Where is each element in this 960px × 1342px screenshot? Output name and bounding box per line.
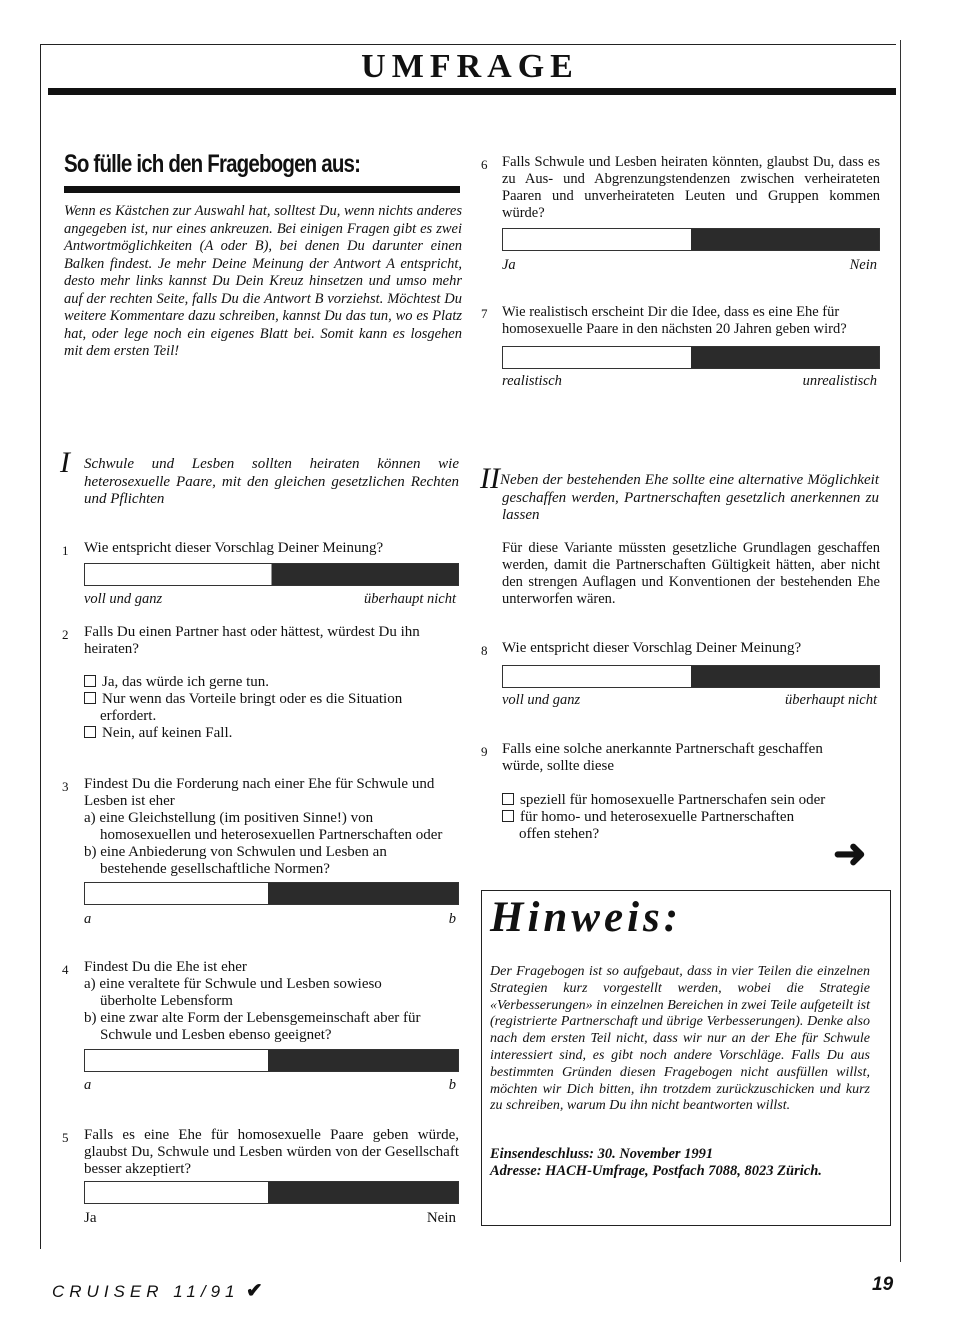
question-number: 2 — [62, 627, 69, 642]
checkbox[interactable] — [84, 726, 96, 738]
scale-right-label: überhaupt nicht — [364, 591, 456, 607]
magazine-footer: CRUISER 11/91 — [52, 1282, 240, 1301]
question-number: 3 — [62, 779, 69, 794]
checkbox[interactable] — [502, 810, 514, 822]
section-2-body: Für diese Variante müssten gesetzliche Grundlagen geschaffen werden, damit die Partnerschaften Gültigkeit hätten, aber nicht den strengen Auflagen und Konventionen der bestehenden Ehe unterworfen wären. — [502, 540, 880, 607]
checkbox[interactable] — [502, 793, 514, 805]
scale-left-label: voll und ganz — [502, 692, 581, 708]
question-number: 4 — [62, 962, 69, 977]
question-7-text: Wie realistisch erscheint Dir die Idee, dass es eine Ehe für homosexuelle Paare in den nächsten 20 Jahren geben wird? — [502, 304, 847, 337]
section-1-numeral: I — [60, 446, 70, 479]
intro-heading: So fülle ich den Fragebogen aus: — [64, 150, 361, 178]
question-text: Falls Schwule und Lesben heiraten könnten, glaubst Du, dass es zu Aus- und Abgrenzungstendenzen zwischen verheirateten Paaren und unverheirateten Leuten und Gruppen kommen würde? — [502, 154, 880, 221]
checkmark-icon: ✔ — [246, 1280, 263, 1302]
answer-scale-bar-q3[interactable] — [84, 882, 459, 905]
scale-right-label: Nein — [849, 257, 877, 273]
scale-left-label: realistisch — [502, 373, 562, 389]
question-number: 6 — [481, 157, 488, 172]
scale-right-label: überhaupt nicht — [785, 692, 877, 708]
option-row[interactable]: Nein, auf keinen Fall. — [84, 725, 464, 742]
intro-text: Wenn es Kästchen zur Auswahl hat, solltest Du, wenn nichts anderes angegeben ist, nur eines ankreuzen. Bei einigen Fragen gibt es zwei Antwortmöglichkeiten (A oder B), bei denen Du darunter einen Balken findest. Je mehr Deine Meinung der Antwort A entspricht, desto mehr links kannst Du Dein Kreuz hinsetzen und umso mehr auf der rechten Seite, falls Du die Antwort B vorziehst. Möchtest Du weitere Kommentare dazu schreiben, kannst Du das tun, wo es Platz hat, oder lege noch ein eigenes Blatt bei. Somit kann es losgehen mit dem ersten Teil! — [64, 203, 462, 359]
frame-left-line — [40, 44, 41, 1249]
section-2-statement: Neben der bestehenden Ehe sollte eine alternative Möglichkeit geschaffen werden, Partnerschaften gesetzlich anerkennen zu lassen — [500, 472, 879, 523]
scale-left-label: voll und ganz — [84, 591, 163, 607]
question-9-text: Falls eine solche anerkannte Partnerschaft geschaffen würde, sollte diese — [502, 741, 823, 774]
option-row[interactable]: für homo- und heterosexuelle Partnerschaften — [502, 809, 882, 826]
page-title: UMFRAGE — [361, 48, 579, 85]
question-3-text: Findest Du die Forderung nach einer Ehe für Schwule und Lesben ist eher — [84, 776, 435, 809]
question-1-text: Wie entspricht dieser Vorschlag Deiner Meinung? — [84, 540, 384, 556]
question-2-text: Falls Du einen Partner hast oder hättest, würdest Du ihn heiraten? — [84, 624, 420, 657]
question-4-option-a: a) eine veraltete für Schwule und Lesben sowieso überholte Lebensform — [84, 976, 382, 1009]
section-2-numeral: II — [480, 462, 500, 495]
question-8-text: Wie entspricht dieser Vorschlag Deiner Meinung? — [502, 640, 802, 656]
question-number: 7 — [481, 306, 488, 321]
hinweis-footer — [490, 1146, 870, 1180]
scale-left-label: a — [84, 911, 92, 927]
question-3-option-b: b) eine Anbiederung von Schwulen und Lesben an bestehende gesellschaftliche Normen? — [84, 844, 387, 877]
question-5-text: Falls es eine Ehe für homosexuelle Paare geben würde, glaubst Du, Schwule und Lesben würden von der Gesellschaft besser akzeptiert? — [84, 1127, 459, 1177]
question-4-text: Findest Du die Ehe ist eher — [84, 959, 247, 975]
hinweis-deadline: Einsendeschluss: 30. November 1991 — [490, 1146, 714, 1162]
question-number: 9 — [481, 744, 488, 759]
question-number: 1 — [62, 543, 69, 558]
checkbox[interactable] — [84, 692, 96, 704]
answer-scale-bar-q8[interactable] — [502, 665, 880, 688]
hinweis-address: Adresse: HACH-Umfrage, Postfach 7088, 8023 Zürich. — [490, 1163, 822, 1179]
scale-right-label: Nein — [426, 1210, 456, 1226]
answer-scale-bar-q5[interactable] — [84, 1181, 459, 1204]
question-3-option-a: a) eine Gleichstellung (im positiven Sinne!) von homosexuellen und heterosexuellen Partnerschaften oder — [84, 810, 443, 843]
scale-right-label: b — [448, 1077, 456, 1093]
intro-rule — [64, 186, 460, 193]
hinweis-body: Der Fragebogen ist so aufgebaut, dass in vier Teilen die einzelnen Strategien kurz vorgestellt werden, wobei die Strategie «Verbesserungen» in einzelnen Bereichen in zwei Teile aufgeteilt ist (registrierte Partnerschaft und übrige Verbesserungen). Denke also nach dem ersten Teil nicht, dass wir nur an der Ehe für Schwule interessiert sind, es gibt noch andere Vorschläge. Falls Du aus bestimmten Gründen diesen Fragebogen nicht ausfüllen willst, möchten wir Dich bitten, ihn trotzdem zurückzuschicken und kurz zu schreiben, warum Du ihn nicht beantworten willst. — [490, 964, 870, 1114]
answer-scale-bar-q6[interactable] — [502, 228, 880, 251]
question-9-tail: offen stehen? — [519, 826, 600, 842]
frame-right-line — [900, 40, 901, 1262]
option-row[interactable]: Nur wenn das Vorteile bringt oder es die Situation erfordert. — [84, 691, 454, 725]
question-number: 8 — [481, 643, 488, 658]
question-4-option-b: b) eine zwar alte Form der Lebensgemeinschaft aber für Schwule und Lesben ebenso geeignet? — [84, 1010, 421, 1043]
answer-scale-bar-q7[interactable] — [502, 346, 880, 369]
frame-top-line — [40, 44, 896, 45]
question-number: 5 — [62, 1130, 69, 1145]
option-row[interactable]: Ja, das würde ich gerne tun. — [84, 674, 464, 691]
scale-right-label: unrealistisch — [802, 373, 877, 389]
scale-left-label: a — [84, 1077, 92, 1093]
continue-arrow-icon: ➜ — [833, 831, 867, 876]
checkbox[interactable] — [84, 675, 96, 687]
page-number: 19 — [872, 1274, 894, 1295]
section-1-statement: Schwule und Lesben sollten heiraten können wie heterosexuelle Paare, mit den gleichen gesetzlichen Rechten und Pflichten — [84, 456, 459, 507]
answer-scale-bar-q4[interactable] — [84, 1049, 459, 1072]
answer-scale-bar-q1[interactable] — [84, 563, 459, 586]
hinweis-title: Hinweis: — [490, 894, 683, 941]
scale-left-label: Ja — [84, 1210, 97, 1226]
title-rule — [48, 88, 896, 95]
scale-left-label: Ja — [502, 257, 516, 273]
option-row[interactable]: speziell für homosexuelle Partnerschafen sein oder — [502, 792, 882, 809]
scale-right-label: b — [448, 911, 456, 927]
